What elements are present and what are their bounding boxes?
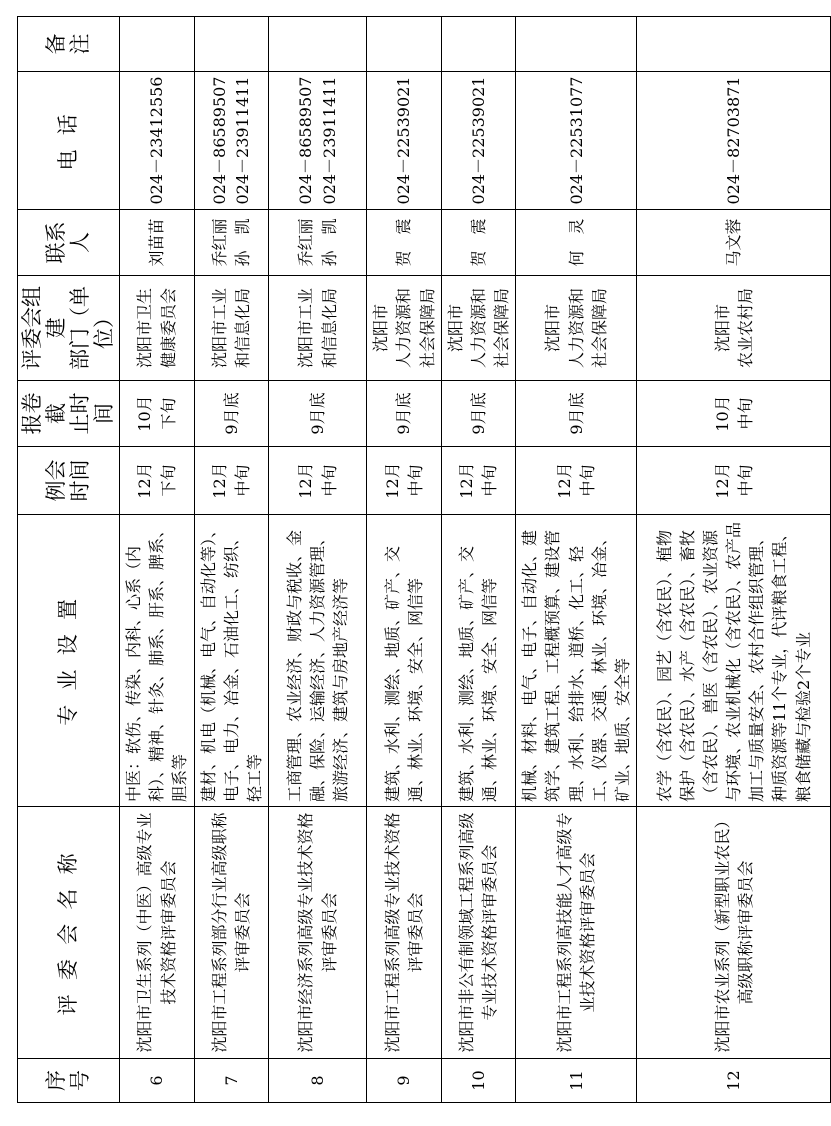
remark-cell — [441, 17, 516, 72]
table-row — [194, 17, 269, 1103]
header-name: 评 委 会 名 称 — [18, 807, 120, 1059]
specialty-cell: 农学（含农民）、园艺（含农民）、植物保护（含农民）、水产（含农民）、畜牧（含农民）、兽医（含农民）、农业资源与环境、农业机械化（含农民）、农产品加工与质量安全、农村合作组织管理、种质资源等11个专业，代评粮食工程、粮食储藏与检验2个专业 — [637, 515, 831, 807]
contact-cell: 贺 震 — [441, 210, 516, 276]
meeting-cell: 12月 下旬 — [119, 447, 194, 515]
remark-cell — [516, 17, 637, 72]
meeting-cell: 12月 中旬 — [367, 447, 442, 515]
phone-cell: 024－86589507 024－23911411 — [269, 72, 367, 210]
specialty-cell: 建筑、水利、测绘、地质、矿产、交通、林业、环境、安全、网信等 — [441, 515, 516, 807]
remark-cell — [194, 17, 269, 72]
header-remark: 备 注 — [18, 17, 120, 72]
contact-cell: 贺 震 — [367, 210, 442, 276]
dept-cell: 沈阳市 人力资源和 社会保障局 — [367, 276, 442, 381]
phone-cell: 024－82703871 — [637, 72, 831, 210]
table-row — [516, 17, 637, 1103]
table-row — [119, 17, 194, 1103]
dept-cell: 沈阳市 农业农村局 — [637, 276, 831, 381]
remark-cell — [119, 17, 194, 72]
header-specialty: 专 业 设 置 — [18, 515, 120, 807]
contact-cell: 马文蓉 — [637, 210, 831, 276]
name-cell: 沈阳市卫生系列（中医）高级专业技术资格评审委员会 — [119, 807, 194, 1059]
dept-cell: 沈阳市工业 和信息化局 — [269, 276, 367, 381]
deadline-cell: 10月 下旬 — [119, 381, 194, 447]
deadline-cell: 10月 中旬 — [637, 381, 831, 447]
seq-cell: 7 — [194, 1059, 269, 1103]
seq-cell: 10 — [441, 1059, 516, 1103]
phone-cell: 024－22531077 — [516, 72, 637, 210]
header-phone: 电 话 — [18, 72, 120, 210]
dept-cell: 沈阳市 人力资源和 社会保障局 — [441, 276, 516, 381]
name-cell: 沈阳市经济系列高级专业技术资格评审委员会 — [269, 807, 367, 1059]
contact-cell: 刘苗苗 — [119, 210, 194, 276]
deadline-cell: 9月底 — [194, 381, 269, 447]
specialty-cell: 建材、机电（机械、电气、自动化等）、电子、电力、冶金、石油化工、纺织、轻工等 — [194, 515, 269, 807]
phone-cell: 024－23412556 — [119, 72, 194, 210]
header-seq: 序号 — [18, 1059, 120, 1103]
header-meeting: 例会 时间 — [18, 447, 120, 515]
header-row — [18, 17, 120, 1103]
meeting-cell: 12月 中旬 — [194, 447, 269, 515]
table-row — [269, 17, 367, 1103]
meeting-cell: 12月 中旬 — [637, 447, 831, 515]
name-cell: 沈阳市工程系列部分行业高级职称评审委员会 — [194, 807, 269, 1059]
deadline-cell: 9月底 — [269, 381, 367, 447]
header-dept: 评委会组建 部门（单位） — [18, 276, 120, 381]
specialty-cell: 工商管理、农业经济、财政与税收、金融、保险、运输经济、人力资源管理、旅游经济、建筑与房地产经济等 — [269, 515, 367, 807]
remark-cell — [637, 17, 831, 72]
remark-cell — [269, 17, 367, 72]
contact-cell: 乔红丽 孙 凯 — [194, 210, 269, 276]
remark-cell — [367, 17, 442, 72]
rotated-table-container — [17, 17, 813, 1103]
phone-cell: 024－86589507 024－23911411 — [194, 72, 269, 210]
specialty-cell: 中医：软伤、传染、内科、心系（内科）、精神、针灸、肺系、肝系、脾系、胆系等 — [119, 515, 194, 807]
header-contact: 联系人 — [18, 210, 120, 276]
meeting-cell: 12月 中旬 — [269, 447, 367, 515]
name-cell: 沈阳市工程系列高级专业技术资格评审委员会 — [367, 807, 442, 1059]
dept-cell: 沈阳市工业 和信息化局 — [194, 276, 269, 381]
name-cell: 沈阳市工程系列高技能人才高级专业技术资格评审委员会 — [516, 807, 637, 1059]
seq-cell: 12 — [637, 1059, 831, 1103]
dept-cell: 沈阳市 人力资源和 社会保障局 — [516, 276, 637, 381]
header-deadline: 报卷截 止时间 — [18, 381, 120, 447]
seq-cell: 9 — [367, 1059, 442, 1103]
name-cell: 沈阳市农业系列（新型职业农民）高级职称评审委员会 — [637, 807, 831, 1059]
contact-cell: 乔红丽 孙 凯 — [269, 210, 367, 276]
name-cell: 沈阳市非公有制领域工程系列高级专业技术资格评审委员会 — [441, 807, 516, 1059]
deadline-cell: 9月底 — [516, 381, 637, 447]
review-committee-table — [17, 16, 831, 1103]
meeting-cell: 12月 中旬 — [516, 447, 637, 515]
dept-cell: 沈阳市卫生 健康委员会 — [119, 276, 194, 381]
deadline-cell: 9月底 — [441, 381, 516, 447]
phone-cell: 024－22539021 — [367, 72, 442, 210]
meeting-cell: 12月 中旬 — [441, 447, 516, 515]
table-row — [637, 17, 831, 1103]
contact-cell: 何 灵 — [516, 210, 637, 276]
specialty-cell: 机械、材料、电气、电子、自动化、建筑学、建筑工程、工程概预算、建设管理、水利、给排水、道桥、化工、轻工、仪器、交通、林业、环境、冶金、矿业、地质、安全等 — [516, 515, 637, 807]
phone-cell: 024－22539021 — [441, 72, 516, 210]
seq-cell: 6 — [119, 1059, 194, 1103]
seq-cell: 8 — [269, 1059, 367, 1103]
seq-cell: 11 — [516, 1059, 637, 1103]
deadline-cell: 9月底 — [367, 381, 442, 447]
table-row — [367, 17, 442, 1103]
specialty-cell: 建筑、水利、测绘、地质、矿产、交通、林业、环境、安全、网信等 — [367, 515, 442, 807]
table-row — [441, 17, 516, 1103]
